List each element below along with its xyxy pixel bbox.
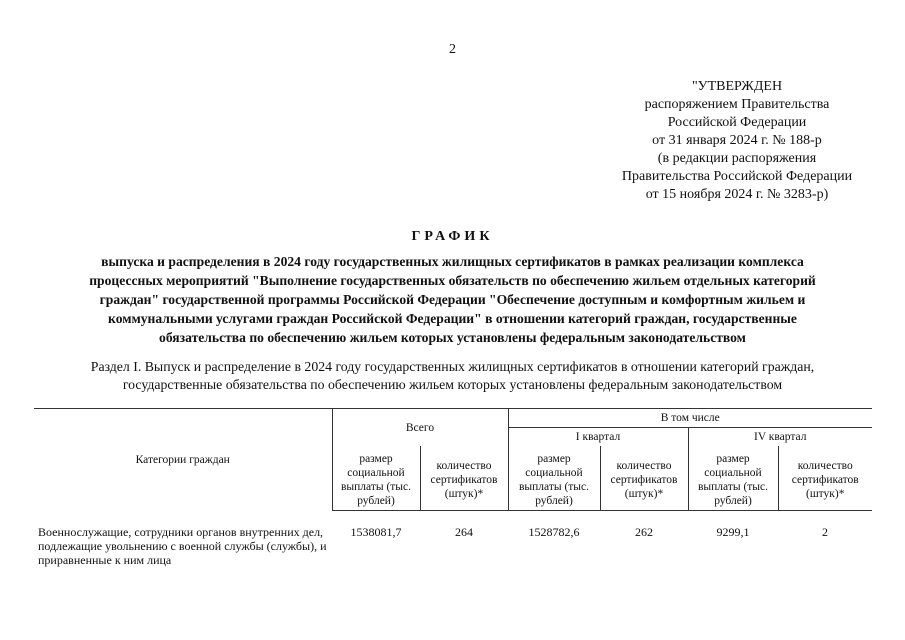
header-total: Всего xyxy=(332,409,508,447)
approval-line: от 31 января 2024 г. № 188-р xyxy=(652,133,822,148)
cell-q4-count: 2 xyxy=(822,525,828,539)
approval-line: от 15 ноября 2024 г. № 3283-р) xyxy=(645,187,829,202)
document-title: ГРАФИК xyxy=(411,229,494,244)
header-total-count: количество сертификатов (штук)* xyxy=(420,446,508,511)
approval-line: Правительства Российской Федерации xyxy=(621,169,853,184)
subtitle-line: процессных мероприятий "Выполнение государственных обязательств по обеспечению жильем отдельных категорий xyxy=(89,273,816,288)
subtitle-line: граждан" государственной программы Российской Федерации "Обеспечение доступным и комфортным жильем и xyxy=(99,292,806,307)
cell-category: Военнослужащие, сотрудники органов внутренних дел, подлежащие увольнению с военной службы (службы), и приравненные к ним лица xyxy=(38,524,327,567)
approval-line: (в редакции распоряжения xyxy=(657,151,817,166)
header-q4-count: количество сертификатов (штук)* xyxy=(778,446,872,511)
subtitle-line: коммунальными услугами граждан Российской Федерации" в отношении категорий граждан, государственные xyxy=(108,311,797,326)
cell-q1-count: 262 xyxy=(635,525,653,539)
header-q1-payment: размер социальной выплаты (тыс. рублей) xyxy=(508,446,600,511)
cell-total-payment: 1538081,7 xyxy=(350,525,402,539)
subtitle-line: обязательства по обеспечению жильем которых установлены федеральным законодательством xyxy=(159,330,746,345)
section-title-line: Раздел I. Выпуск и распределение в 2024 году государственных жилищных сертификатов в отношении категорий граждан, xyxy=(90,359,815,374)
subtitle-line: выпуска и распределения в 2024 году государственных жилищных сертификатов в рамках реализации комплекса xyxy=(101,254,804,269)
certificates-table xyxy=(34,408,872,567)
header-q1-count: количество сертификатов (штук)* xyxy=(600,446,688,511)
header-q1: I квартал xyxy=(508,428,688,447)
header-total-payment: размер социальной выплаты (тыс. рублей) xyxy=(332,446,420,511)
cell-total-count: 264 xyxy=(455,525,473,539)
header-q4-payment: размер социальной выплаты (тыс. рублей) xyxy=(688,446,778,511)
header-including: В том числе xyxy=(508,409,872,428)
page-number: 2 xyxy=(449,42,456,57)
section-title-line: государственные обязательства по обеспечению жильем которых установлены федеральным законодательством xyxy=(122,377,783,392)
document-subtitle xyxy=(50,252,855,347)
approval-line: "УТВЕРЖДЕН xyxy=(691,79,783,94)
cell-q4-payment: 9299,1 xyxy=(716,525,750,539)
header-category: Категории граждан xyxy=(34,409,332,511)
cell-q1-payment: 1528782,6 xyxy=(528,525,580,539)
approval-line: распоряжением Правительства xyxy=(644,97,830,112)
approval-line: Российской Федерации xyxy=(667,115,807,130)
section-title xyxy=(30,358,875,394)
header-q4: IV квартал xyxy=(688,428,872,447)
table-row xyxy=(34,511,872,567)
approval-stamp xyxy=(592,78,882,204)
